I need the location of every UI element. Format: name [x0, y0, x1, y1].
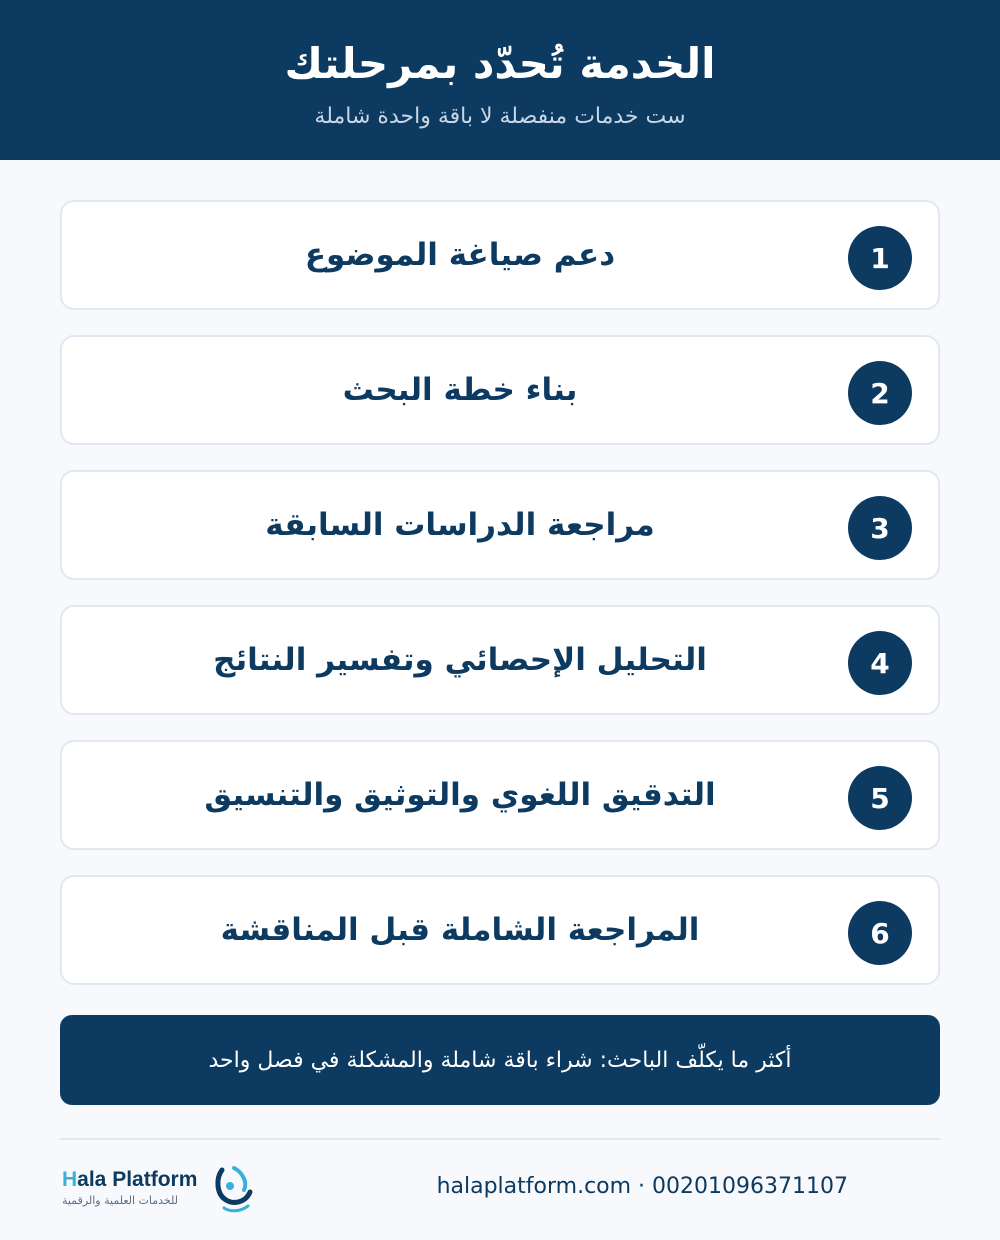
footer-divider: [60, 1138, 940, 1140]
step-title: بناء خطة البحث: [342, 372, 578, 408]
service-step-6: [60, 875, 940, 985]
step-title: التحليل الإحصائي وتفسير النتائج: [213, 642, 707, 678]
brand-logo: [62, 1160, 262, 1218]
service-step-4: [60, 605, 940, 715]
step-number-badge: 6: [848, 901, 912, 965]
step-number-badge: 3: [848, 496, 912, 560]
step-number-badge: 2: [848, 361, 912, 425]
step-number-badge: 1: [848, 226, 912, 290]
step-number-badge: 5: [848, 766, 912, 830]
service-step-3: [60, 470, 940, 580]
service-step-1: [60, 200, 940, 310]
service-step-5: [60, 740, 940, 850]
logo-wordmark: [62, 1168, 197, 1192]
step-number-badge: 4: [848, 631, 912, 695]
page-title: الخدمة تُحدّد بمرحلتك: [284, 39, 716, 88]
step-title: المراجعة الشاملة قبل المناقشة: [220, 912, 700, 948]
callout-note: أكثر ما يكلّف الباحث: شراء باقة شاملة والمشكلة في فصل واحد: [60, 1015, 940, 1105]
service-step-2: [60, 335, 940, 445]
step-title: مراجعة الدراسات السابقة: [265, 507, 655, 543]
page-header: [0, 0, 1000, 160]
hala-logo-icon: [208, 1160, 258, 1214]
footer-contact: halaplatform.com · 00201096371107: [436, 1174, 848, 1199]
step-title: التدقيق اللغوي والتوثيق والتنسيق: [204, 777, 716, 813]
step-title: دعم صياغة الموضوع: [304, 237, 616, 273]
service-steps-list: [60, 200, 940, 1010]
page-subtitle: ست خدمات منفصلة لا باقة واحدة شاملة: [314, 104, 686, 129]
logo-wordmark-rest: ala Platform: [77, 1168, 198, 1191]
logo-wordmark-accent: H: [62, 1168, 78, 1191]
logo-tagline: للخدمات العلمية والرقمية: [62, 1194, 179, 1207]
